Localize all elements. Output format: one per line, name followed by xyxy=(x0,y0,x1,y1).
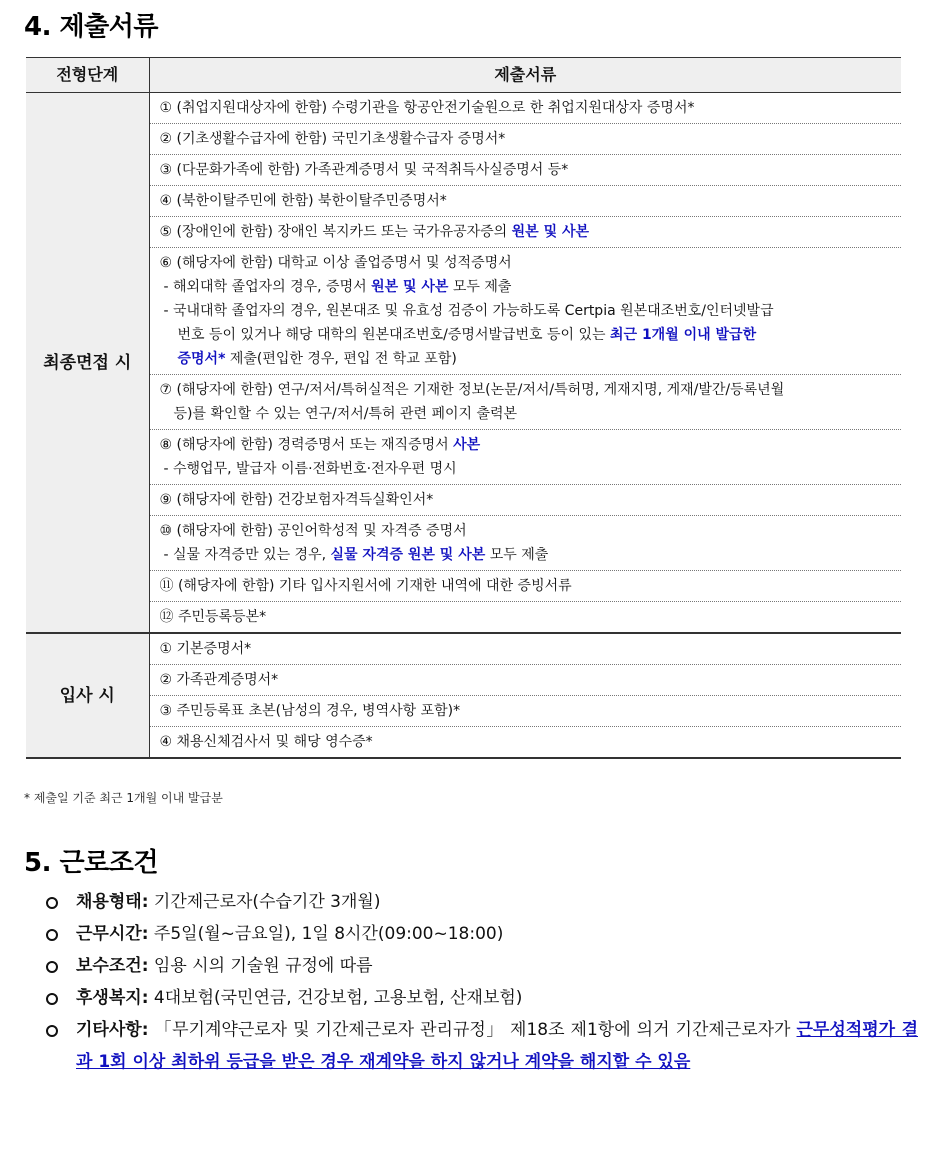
doc-item-10-sub xyxy=(160,543,894,567)
table-row xyxy=(26,633,901,665)
doc-item-10-sub-highlight: 실물 자격증 원본 및 사본 xyxy=(330,547,486,563)
table-row xyxy=(26,93,901,124)
doc-item-6-text: ⑥ (해당자에 한함) 대학교 이상 졸업증명서 및 성적증명서 xyxy=(159,255,512,271)
doc-item-6-sub-2-line-2-pre: 번호 등이 있거나 해당 대학의 원본대조번호/증명서발급번호 등이 있는 xyxy=(177,327,611,343)
table-row xyxy=(26,485,901,516)
doc-item-8 xyxy=(149,430,901,485)
condition-label-employment-type: 채용형태: xyxy=(76,892,149,912)
condition-value-working-hours: 주5일(월~금요일), 1일 8시간(09:00~18:00) xyxy=(148,924,504,944)
condition-label-welfare: 후생복지: xyxy=(76,988,149,1008)
doc-item-8-highlight: 사본 xyxy=(453,437,481,453)
table-row xyxy=(26,430,901,485)
doc-item-6-sub-1-highlight: 원본 및 사본 xyxy=(371,279,449,295)
doc-item-4: ④ (북한이탈주민에 한함) 북한이탈주민증명서* xyxy=(149,186,901,217)
doc-item-5 xyxy=(149,217,901,248)
join-item-3: ③ 주민등록표 초본(남성의 경우, 병역사항 포함)* xyxy=(149,696,901,727)
doc-item-5-text: ⑤ (장애인에 한함) 장애인 복지카드 또는 국가유공자증의 xyxy=(159,224,512,240)
table-row xyxy=(26,248,901,375)
doc-item-6-sub-1 xyxy=(160,275,894,299)
list-item xyxy=(46,886,918,918)
section-5-heading: 5. 근로조건 xyxy=(24,848,158,878)
header-documents: 제출서류 xyxy=(149,58,901,93)
condition-other-highlight: 근무성적평가 결과 1회 이상 최하위 등급을 받은 경우 재계약을 하지 않거나 계약을 해지할 수 있음 xyxy=(76,1020,918,1072)
table-row xyxy=(26,217,901,248)
doc-item-6-sub-1-pre: - 해외대학 졸업자의 경우, 증명서 xyxy=(163,279,372,295)
doc-item-6 xyxy=(149,248,901,375)
documents-table xyxy=(26,57,901,759)
table-row xyxy=(26,186,901,217)
doc-item-3: ③ (다문화가족에 한함) 가족관계증명서 및 국적취득사실증명서 등* xyxy=(149,155,901,186)
bullet-circle-icon xyxy=(46,929,58,941)
list-item xyxy=(46,1014,918,1078)
doc-item-8-text xyxy=(160,433,894,457)
bullet-circle-icon xyxy=(46,1025,58,1037)
doc-item-8-sub: - 수행업무, 발급자 이름·전화번호·전자우편 명시 xyxy=(163,461,457,477)
table-row xyxy=(26,375,901,430)
bullet-circle-icon xyxy=(46,961,58,973)
stage-joining: 입사 시 xyxy=(26,633,149,758)
table-row xyxy=(26,571,901,602)
condition-label-compensation: 보수조건: xyxy=(76,956,149,976)
bullet-circle-icon xyxy=(46,897,58,909)
join-item-1: ① 기본증명서* xyxy=(149,633,901,665)
section-4-heading: 4. 제출서류 xyxy=(24,12,158,42)
table-row xyxy=(26,155,901,186)
list-item xyxy=(46,918,918,950)
condition-label-other: 기타사항: xyxy=(76,1020,149,1040)
list-item xyxy=(46,950,918,982)
table-row xyxy=(26,696,901,727)
table-row xyxy=(26,727,901,759)
condition-value-employment-type: 기간제근로자(수습기간 3개월) xyxy=(148,892,381,912)
doc-item-7 xyxy=(149,375,901,430)
doc-item-6-sub-2-line-3 xyxy=(164,347,457,371)
table-header-row xyxy=(26,58,901,93)
doc-item-10 xyxy=(149,516,901,571)
footnote: * 제출일 기준 최근 1개월 이내 발급분 xyxy=(24,791,223,805)
doc-item-9: ⑨ (해당자에 한함) 건강보험자격득실확인서* xyxy=(149,485,901,516)
list-item xyxy=(46,982,918,1014)
doc-item-6-sub-2-line-3-post: 제출(편입한 경우, 편입 전 학교 포함) xyxy=(225,351,457,367)
doc-item-6-sub-2-line-1: - 국내대학 졸업자의 경우, 원본대조 및 유효성 검증이 가능하도록 Certpia 원본대조번호/인터넷발급 xyxy=(163,303,774,319)
bullet-circle-icon xyxy=(46,993,58,1005)
work-conditions-list xyxy=(46,886,918,1078)
doc-item-8-pre: ⑧ (해당자에 한함) 경력증명서 또는 재직증명서 xyxy=(159,437,454,453)
doc-item-6-sub-1-post: 모두 제출 xyxy=(448,279,512,295)
condition-value-welfare: 4대보험(국민연금, 건강보험, 고용보험, 산재보험) xyxy=(148,988,523,1008)
condition-label-working-hours: 근무시간: xyxy=(76,924,149,944)
condition-value-compensation: 임용 시의 기술원 규정에 따름 xyxy=(148,956,373,976)
table-row xyxy=(26,124,901,155)
doc-item-11: ⑪ (해당자에 한함) 기타 입사지원서에 기재한 내역에 대한 증빙서류 xyxy=(149,571,901,602)
doc-item-2: ② (기초생활수급자에 한함) 국민기초생활수급자 증명서* xyxy=(149,124,901,155)
header-stage: 전형단계 xyxy=(26,58,149,93)
doc-item-12: ⑫ 주민등록등본* xyxy=(149,602,901,634)
doc-item-6-sub-2-line-3-highlight: 증명서* xyxy=(177,351,226,367)
join-item-2: ② 가족관계증명서* xyxy=(149,665,901,696)
table-row xyxy=(26,665,901,696)
table-row xyxy=(26,516,901,571)
doc-item-6-sub-2 xyxy=(160,299,894,371)
doc-item-1: ① (취업지원대상자에 한함) 수령기관을 항공안전기술원으로 한 취업지원대상자 증명서* xyxy=(149,93,901,124)
doc-item-10-text: ⑩ (해당자에 한함) 공인어학성적 및 자격증 증명서 xyxy=(159,523,467,539)
stage-final-interview: 최종면접 시 xyxy=(26,93,149,634)
doc-item-5-highlight: 원본 및 사본 xyxy=(511,224,590,240)
join-item-4: ④ 채용신체검사서 및 해당 영수증* xyxy=(149,727,901,759)
doc-item-6-sub-2-line-2 xyxy=(164,323,757,347)
doc-item-7-line-1: ⑦ (해당자에 한함) 연구/저서/특허실적은 기재한 정보(논문/저서/특허명, 게재지명, 게재/발간/등록년월 xyxy=(159,382,785,398)
condition-value-other: 「무기계약근로자 및 기간제근로자 관리규정」 제18조 제1항에 의거 기간제근로자가 xyxy=(148,1020,797,1040)
table-row xyxy=(26,602,901,634)
doc-item-10-sub-pre: - 실물 자격증만 있는 경우, xyxy=(163,547,331,563)
doc-item-10-sub-post: 모두 제출 xyxy=(485,547,549,563)
doc-item-6-sub-2-line-2-highlight: 최근 1개월 이내 발급한 xyxy=(610,327,757,343)
doc-item-7-line-2: 등)를 확인할 수 있는 연구/저서/특허 관련 페이지 출력본 xyxy=(173,406,518,422)
